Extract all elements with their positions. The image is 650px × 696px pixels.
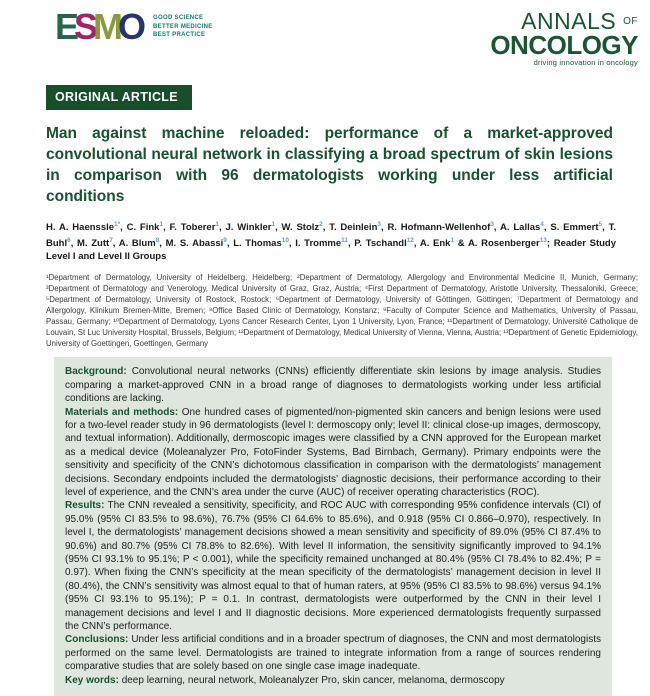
esmo-tagline: [153, 14, 213, 40]
abstract-conclusions-label: Conclusions:: [65, 634, 129, 646]
esmo-tagline-line: BEST PRACTICE: [153, 32, 206, 38]
abstract-background-text: Convolutional neural networks (CNNs) efficiently differentiate skin lesions by image analysis. Studies comparing a market-approved CNN in a broad range of diagnoses to dermatologists working under less artificial conditions are lacking.: [65, 366, 602, 405]
abstract-background: [65, 365, 601, 405]
author-list: H. A. Haenssle$^{1*}$, C. Fink$^1$, F. Toberer$^1$, J. Winkler$^1$, W. Stolz$^2$, T. Deinlein$^3$, R. Hofmann-Wellenhof$^3$, A. Lallas$^4$, S. Emmert$^5$, T. Buhl$^6$, M. Zutt$^7$, A. Blum$^8$, M. S. Abassi$^9$, L. Thomas$^{10}$, I. Tromme$^{11}$, P. Tschandl$^{12}$, A. Enk$^1$ & A. Rosenberger$^{13}$; Reader Study Level I and Level II Groups: [46, 221, 617, 263]
author-name: C. Fink: [126, 222, 160, 234]
abstract-methods-label: Materials and methods:: [65, 406, 179, 418]
author-affiliation-superscript: 8: [155, 237, 160, 245]
author-affiliation-superscript: 11: [341, 237, 348, 245]
abstract-conclusions: [65, 633, 601, 673]
author-affiliation-superscript: 1: [159, 221, 164, 228]
abstract-conclusions-text: Under less artificial conditions and in a broader spectrum of diagnoses, the CNN and most dermatologists performed on the same level. Dermatologists are trained to integrate information from a range of sources rendering comparative studies that are solely based on one single case image inadequate.: [65, 634, 601, 673]
abstract-methods: [65, 406, 601, 500]
author-affiliation-superscript: 3: [490, 221, 494, 228]
abstract-methods-text: One hundred cases of pigmented/non-pigmented skin cancers and benign lesions were used for a two-level reader study in 96 dermatologists (level I: dermoscopy only; level II: clinical close-up images, dermoscopy, and textual information). Additionally, dermoscopic images were classified by a CNN approved for the European market as a medical device (Moleanalyzer Pro, FotoFinder Systems, Bad Birnbach, Germany). Primary endpoints were the sensitivity and specificity of the CNN’s dichotomous classification in comparison with the dermatologists’ management decisions. Secondary endpoints included the dermatologists’ diagnostic decisions, their performance according to their level of experience, and the CNN’s area under the curve (AUC) of receiver operating characteristics (ROC).: [65, 406, 601, 498]
author-affiliation-superscript: 12: [406, 237, 414, 245]
author-name: P. Tschandl: [354, 238, 407, 250]
author-affiliation-superscript: 13: [539, 237, 547, 245]
page-title: Man against machine reloaded: performance of a market-approved convolutional neural network in classifying a broad spectrum of skin lesions in comparison with 96 dermatologists working under less artificial conditions: [46, 125, 613, 205]
esmo-tagline-line: GOOD SCIENCE: [153, 15, 204, 21]
author-affiliation-superscript: 3: [377, 221, 381, 228]
annals-logo-of: OF: [623, 16, 638, 27]
abstract-results-label: Results:: [65, 500, 105, 512]
esmo-letter: O: [118, 6, 142, 47]
esmo-letter: M: [93, 6, 119, 47]
masthead: [46, 8, 638, 69]
esmo-logo: [55, 6, 213, 47]
author-name: M. S. Abassi: [165, 238, 224, 250]
author-name: F. Toberer: [169, 222, 216, 234]
original-article-badge: ORIGINAL ARTICLE: [46, 85, 192, 110]
author-name: A. Lallas: [500, 222, 541, 234]
esmo-tagline-line: BETTER MEDICINE: [153, 23, 213, 30]
author-affiliation-superscript: 9: [223, 237, 227, 245]
author-affiliation-superscript: 2: [319, 221, 323, 228]
author-name: T. Buhl: [46, 222, 616, 250]
author-name: H. A. Haenssle: [46, 222, 115, 234]
annals-logo-tagline: driving innovation in oncology: [533, 58, 638, 67]
abstract-keywords: [65, 674, 601, 687]
author-name: I. Tromme: [295, 238, 342, 250]
author-name: T. Deinlein: [329, 222, 378, 234]
esmo-letter: S: [74, 6, 94, 47]
abstract-results: [65, 499, 601, 633]
author-name: W. Stolz: [281, 222, 320, 234]
author-name: R. Hofmann-Wellenhof: [387, 222, 491, 234]
abstract-background-label: Background:: [65, 366, 127, 378]
author-affiliation-superscript: 5: [598, 221, 603, 228]
author-affiliation-superscript: 1*: [114, 221, 121, 228]
author-name: J. Winkler: [225, 222, 272, 234]
affiliations: ¹Department of Dermatology, University of Heidelberg, Heidelberg; ²Department of Dermatology, Allergology and Environmental Medicine II, Munich, Germany; ³Department of Dermatology and Venerology, Medical University of Graz, Graz, Austria; ⁴First Department of Dermatology, Aristotle University, Thessaloniki, Greece; ⁵Department of Dermatology, University of Rostock, Rostock; ⁶Department of Dermatology, University of Göttingen, Göttingen; ⁷Department of Dermatology and Allergology, Klinikum Bremen-Mitte, Bremen; ⁸Office Based Clinic of Dermatology, Konstanz; ⁹Faculty of Computer Science and Mathematics, University of Passau, Passau, Germany; ¹⁰Department of Dermatology, Lyons Cancer Research Center, Lyon 1 University, Lyon, France; ¹¹Department of Dermatology, Université Catholique de Louvain, St Luc University Hospital, Brussels, Belgium; ¹²Department of Dermatology, Medical University of Vienna, Vienna, Austria; ¹³Department of Genetic Epidemiology, University of Goettingen, Goettingen, Germany: [46, 273, 638, 349]
author-name: A. Rosenberger: [467, 238, 540, 250]
author-affiliation-superscript: 7: [109, 237, 113, 245]
esmo-logo-letters: [55, 6, 142, 47]
author-affiliation-superscript: 1: [450, 237, 455, 245]
abstract-keywords-label: Key words:: [65, 674, 119, 686]
abstract-box: [54, 357, 612, 696]
abstract-keywords-text: deep learning, neural network, Moleanalyzer Pro, skin cancer, melanoma, dermoscopy: [121, 674, 505, 686]
author-affiliation-superscript: 6: [67, 237, 71, 245]
author-affiliation-superscript: 10: [281, 237, 289, 245]
author-affiliation-superscript: 1: [215, 221, 220, 228]
esmo-letter: E: [55, 6, 75, 47]
author-affiliation-superscript: 1: [271, 221, 276, 228]
annals-logo-line1: ANNALS $^{OF}$: [521, 8, 638, 34]
author-name: A. Enk: [419, 238, 451, 250]
author-name: L. Thomas: [233, 238, 282, 250]
author-name: S. Emmert: [550, 222, 599, 234]
annals-logo-line2: ONCOLOGY: [490, 30, 638, 60]
abstract-results-text: The CNN revealed a sensitivity, specificity, and ROC AUC with corresponding 95% confidence intervals (CI) of 95.0% (95% CI 83.5% to 98.6%), 76.7% (95% CI 64.6% to 85.6%), and 0.918 (95% CI 0.866–0.970), respectively. In level I, the dermatologists’ management decisions showed a mean sensitivity and specificity of 89.0% (95% CI 87.4% to 90.6%) and 80.7% (95% CI 78.8% to 82.6%). With level II information, the sensitivity significantly improved to 94.1% (95% CI 93.1% to 95.1%; P < 0.001), while the specificity remained unchanged at 80.4% (95% CI 78.4% to 82.4%; P = 0.97). When fixing the CNN’s specificity at the mean specificity of the dermatologists’ management decision in level II (80.4%), the CNN’s sensitivity was almost equal to that of human raters, at 95% (95% CI 83.5% to 98.6%) versus 94.1% (95% CI 93.1% to 95.1%); P = 0.1. In contrast, dermatologists were outperformed by the CNN in their level I management decisions and level I and II diagnostic decisions. More experienced dermatologists frequently surpassed the CNN’s performance.: [65, 500, 601, 633]
author-name: M. Zutt: [77, 238, 110, 250]
annals-of-oncology-logo: [490, 10, 638, 69]
author-affiliation-superscript: 4: [540, 221, 544, 228]
author-name: A. Blum: [118, 238, 156, 250]
